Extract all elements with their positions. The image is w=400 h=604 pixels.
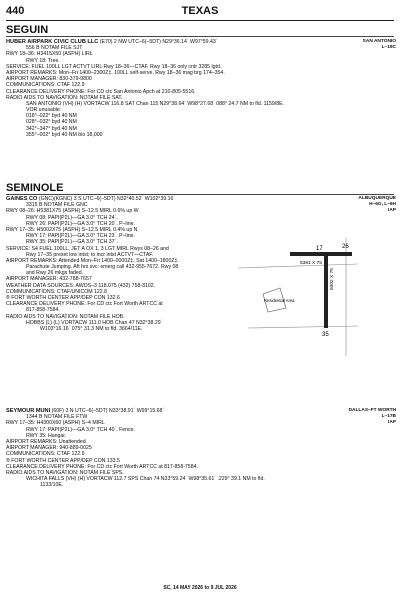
- runway-label-17-35: 5002 X 75: [330, 268, 335, 290]
- entry-line: RWY 35: PAPI(P2L)—GA 3.0° TCH 37´.: [26, 239, 118, 246]
- entry-line: COMMUNICATIONS: CTAF/UNICOM 122.8: [6, 288, 107, 295]
- entry-line: 342°–347° byd 40 NM: [26, 125, 77, 132]
- chart-sub: L–17B: [381, 414, 396, 419]
- entry-line-text: FORT WORTH CENTER APP/DEP CON 132.6: [11, 295, 120, 301]
- entry-line: ® FORT WORTH CENTER APP/DEP CON 133.5: [6, 457, 120, 464]
- chart-name: SAN ANTONIO: [362, 39, 396, 44]
- residential-area-label: Residential Area: [264, 298, 295, 303]
- city-divider: [6, 194, 394, 195]
- page-header: [0, 0, 400, 20]
- entry-line: RWY 18–36: H3415X50 (ASPH) LIRL: [6, 51, 93, 58]
- entry-line: 817-858-7584.: [26, 307, 60, 314]
- airport-name: GAINES CO: [6, 196, 38, 202]
- entry-line: 028°–032° byd 40 NM: [26, 119, 77, 126]
- runway-number-35: 35: [322, 332, 329, 338]
- entry-line: AIRPORT REMARKS: Attended Mon–Fri 1400–0000Z‡, Sat 1400–1800Z‡.: [6, 257, 179, 264]
- chart-name: DALLAS–FT WORTH: [348, 408, 396, 413]
- entry-line: CLEARANCE DELIVERY PHONE: For CD ctc San Antonio Apch at 210-805-5516.: [6, 88, 196, 95]
- entry-line: RWY 18: Tree.: [26, 57, 60, 64]
- airport-ident: (60F): [51, 408, 64, 414]
- chart-reference: [349, 408, 396, 426]
- entry-line: WEATHER DATA SOURCES: AWOS–3 118.075 (432) 758-3102.: [6, 282, 156, 289]
- entry-line: AIRPORT REMARKS: Mon–Fri 1400–2300Z‡. 100LL self-serve. Rwy 18–36 mag brg 174–354.: [6, 69, 225, 76]
- entry-line: CLEARANCE DELIVERY PHONE: For CD ctc Fort Worth ARTCC at 817-858-7584.: [6, 463, 198, 470]
- entry-line: SERVICE: S4 FUEL 100LL, JET A OX 1, 3 LGT MIRL Rwys 08–26 and: [6, 245, 169, 252]
- state-title: TEXAS: [181, 5, 219, 17]
- runway-17-35: [324, 252, 328, 328]
- elevation-line: 556 B NOTAM FILE SJT: [26, 45, 83, 52]
- entry-line: 355°–002° byd 40 NM blo 18,000´: [26, 131, 105, 138]
- runway-08-26: [290, 252, 352, 256]
- iap-label: IAP: [388, 208, 396, 213]
- entry-line: WICHITA FALLS (VH) (H) VORTACW 112.7 SPS Chan 74 N33°59.24´ W98°35.61´ .229° 39.1 NM to fld.: [26, 476, 265, 483]
- chart-sub: L–19C: [381, 45, 396, 50]
- runway-number-17: 17: [316, 246, 323, 252]
- chart-name: ALBUQUERQUE: [358, 196, 396, 201]
- entry-line: RWY 35: Hangar.: [26, 432, 67, 439]
- entry-line: RWY 17: PAPI(P2L)—GA 3.0° TCH 23´. P–line.: [26, 233, 135, 240]
- entry-line-text: FORT WORTH CENTER APP/DEP CON 133.5: [11, 457, 120, 464]
- elevation-line: 1344 B NOTAM FILE FTW: [26, 414, 88, 421]
- chart-sub: H–6G, L–6H: [369, 202, 396, 207]
- entry-line: COMMUNICATIONS: CTAF 122.9: [6, 82, 85, 89]
- entry-line: Rwy 17–35 preset low intst; to incr intst ACTVT—CTAF.: [26, 251, 154, 258]
- entry-line: ® FORT WORTH CENTER APP/DEP CON 132.6: [6, 295, 120, 301]
- entry-line: RWY 26: PAPI(P2L)—GA 3.0° TCH 20´. P–line.: [26, 220, 135, 227]
- entry-line: AIRPORT REMARKS: Unattended.: [6, 438, 88, 445]
- airport-name: SEYMOUR MUNI: [6, 408, 51, 414]
- page-footer: SC, 14 MAY 2026 to 9 JUL 2026: [163, 585, 237, 591]
- entry-line: and Rwy 26 mkgs faded.: [26, 270, 84, 277]
- entry-line: RWY 17: PAPI(P2L)—GA 3.0° TCH 40´. Fence.: [26, 426, 135, 433]
- city-heading-seminole: SEMINOLE: [6, 182, 64, 194]
- entry-line: RADIO AIDS TO NAVIGATION: NOTAM FILE SPS.: [6, 469, 124, 476]
- chart-reference: [358, 196, 396, 214]
- entry-line: CLEARANCE DELIVERY PHONE: For CD ctc Fort Worth ARTCC at: [6, 301, 163, 308]
- airport-location: 2 NW UTC–6(–5DT) N29°36.14´ W97°59.43´: [113, 39, 218, 45]
- entry-line: AIRPORT MANAGER: 432-788-7657: [6, 276, 92, 283]
- entry-line: AIRPORT MANAGER: 940-889-0025: [6, 445, 92, 452]
- airport-location: 3 N UTC–6(–5DT) N33°38.91´ W99°15.68´: [65, 408, 165, 414]
- entry-line: RWY 17–35: H4300X60 (ASPH) S–4 MIRL: [6, 420, 105, 427]
- airport-ident: (E70): [99, 39, 113, 45]
- entry-line: 018°–022° byd 40 NM: [26, 113, 77, 120]
- entry-line: RADIO AIDS TO NAVIGATION: NOTAM FILE SAT.: [6, 94, 123, 101]
- entry-line: W103°16.16´ 075° 31.3 NM to fld. 3664/11E.: [40, 325, 143, 332]
- entry-line: RWY 17–35: H5002X75 (ASPH) S–12.5 MIRL 0.4% up N: [6, 226, 138, 233]
- entry-line: AIRPORT MANAGER: 830-379-9800: [6, 76, 92, 83]
- airport-ident: (GNC)(KGNC): [38, 196, 73, 202]
- airport-entry-huber: [6, 39, 396, 138]
- entry-line: RWY 08: PAPI(P2L)—GA 3.0° TCH 24´.: [26, 214, 118, 221]
- entry-line: Parachute Jumping. Aft hrs svc: emerg call 432-955-7672. Rwy 08: [26, 264, 179, 271]
- entry-line: HOBBS (L) (L) VORTACW 111.0 HOB Chan 47 N32°38.29´: [26, 319, 163, 326]
- entry-line: SAN ANTONIO (VH) (H) VORTACW 116.8 SAT Chan 115 N29°38.64´ W98°27.68´ 088° 24.7 NM to fld. 1159/8E.: [26, 100, 285, 107]
- page-number: 440: [6, 5, 25, 17]
- airport-diagram: [238, 238, 358, 356]
- entry-line: RWY 08–26: H5381X75 (ASPH) S–12.5 MIRL 0.6% up W: [6, 208, 139, 215]
- entry-line: RADIO AIDS TO NAVIGATION: NOTAM FILE HOB.: [6, 313, 125, 320]
- entry-line: SERVICE: FUEL 100LL LGT ACTVT LIRL Rwy 18–36—CTAF. Rwy 18–36 only cntr 3285 lgtd.: [6, 63, 222, 70]
- entry-line: VOR unusable:: [26, 107, 62, 114]
- entry-line: 1133/10E.: [40, 482, 64, 489]
- header-divider: [6, 20, 394, 21]
- city-heading-seguin: SEGUIN: [6, 24, 49, 36]
- airport-entry-seymour: [6, 408, 396, 488]
- airport-name: HUBER AIRPARK CIVIC CLUB LLC: [6, 39, 99, 45]
- airport-location: 3 S UTC–6(–5DT) N32°40.52´ W102°39.16´: [73, 196, 176, 202]
- entry-line: COMMUNICATIONS: CTAF 122.9: [6, 451, 85, 458]
- chart-reference: [363, 39, 396, 51]
- elevation-line: 3315 B NOTAM FILE GNC: [26, 202, 88, 209]
- runway-label-08-26: 5381 X 75: [300, 261, 322, 266]
- runway-number-26: 26: [342, 244, 349, 250]
- iap-label: IAP: [388, 420, 396, 425]
- city-divider: [6, 36, 394, 37]
